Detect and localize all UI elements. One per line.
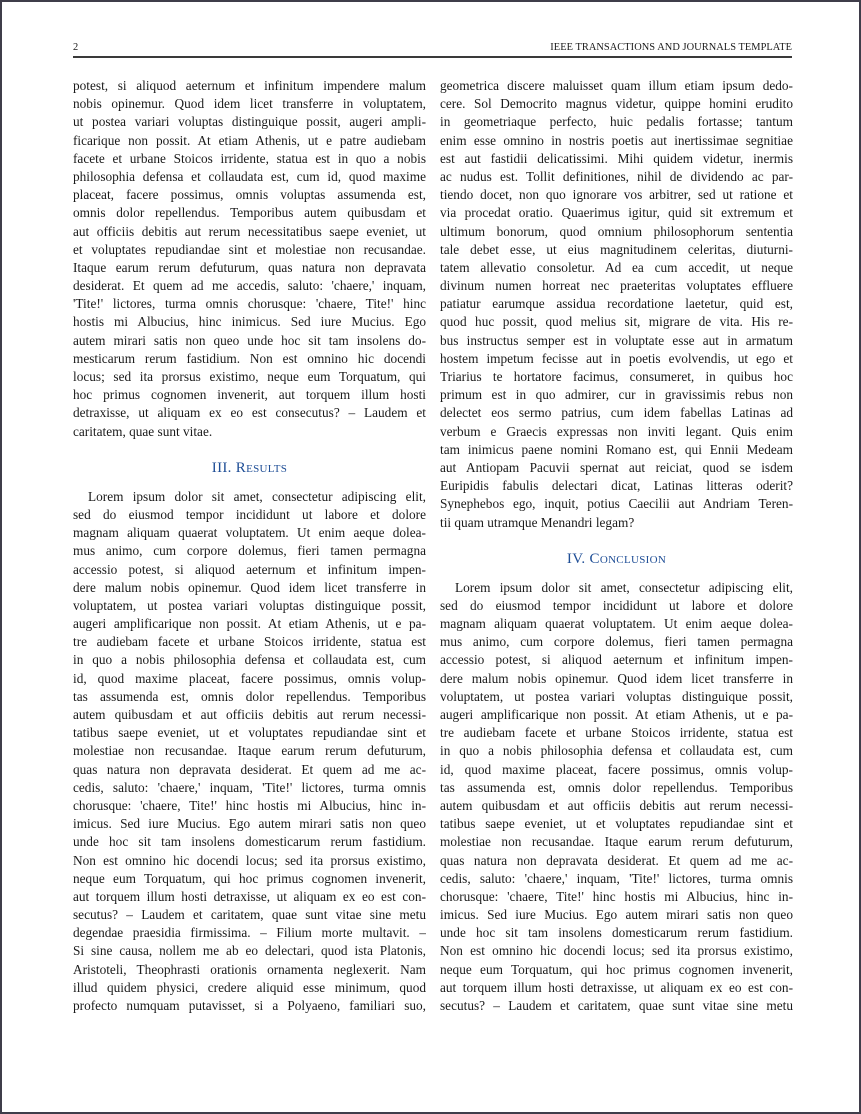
text-line: in geometriaque perfecto, huic pedalis fortasse; tantum bbox=[440, 114, 793, 130]
text-line: detraxisse, ut aliquam ex eo est consecutus? – Laudem et bbox=[73, 405, 426, 421]
text-line: potest, si aliquod aeternum et infinitum impendere malum bbox=[73, 78, 426, 93]
text-line: chorusque: 'chaere, Tite!' hinc hostis mi Albucius, hinc in- bbox=[73, 797, 426, 813]
text-line: molestiae non recusandae. Itaque earum rerum defuturum, bbox=[440, 834, 793, 850]
text-line: aut torquem illum hosti detraxisse, ut aliquam ex eo est con- bbox=[440, 979, 793, 995]
text-line: verbum e Graecis expressas non inviti legant. Quis enim bbox=[440, 423, 793, 439]
text-line: hostis mi Albucius, hinc inimicus. Sed iure Mucius. Ego bbox=[73, 314, 426, 330]
text-line: Non est omnino hic docendi locus; sed ita prorsus existimo, bbox=[440, 943, 793, 959]
text-line: Itaque earum rerum defuturum, quas natura non depravata bbox=[73, 259, 426, 275]
text-line: accessio potest, si aliquod aeternum et infinitum impen- bbox=[440, 652, 793, 668]
text-line: cere. Sol Democrito magnus videtur, quippe homini erudito bbox=[440, 96, 793, 112]
text-line: id, quod maxime placeat, facere possimus, omnis volup- bbox=[440, 761, 793, 777]
paragraph-results bbox=[73, 488, 426, 1015]
text-line: illud quidem physici, credere aliquid esse minimum, quod bbox=[73, 979, 426, 995]
text-line: id, quod maxime placeat, facere possimus, omnis volup- bbox=[73, 670, 426, 686]
running-header bbox=[73, 40, 792, 56]
text-line: neque eum Torquatum, qui hoc primus cognomen invenerit, bbox=[440, 961, 793, 977]
text-line: neque eum Torquatum, qui hoc primus cognomen invenerit, bbox=[73, 870, 426, 886]
text-line: tas assumenda est, omnis dolor repellendus. Temporibus bbox=[440, 779, 793, 795]
text-line: via procedat oratio. Quaerimus igitur, quid sit extremum et bbox=[440, 205, 793, 221]
text-line: tale debet esse, ut eius magnitudinem celeritas, diuturni- bbox=[440, 241, 793, 257]
text-line: ultimum bonorum, quod omnium philosophorum sententia bbox=[440, 223, 793, 239]
text-line: tatibus saepe eveniet, ut et voluptates repudiandae sint et bbox=[440, 816, 793, 832]
text-line: in quo a nobis philosophia defensa et collaudata est, cum bbox=[440, 743, 793, 759]
text-line: hoc primus cognomen invenerit, aut torquem illum hosti bbox=[73, 387, 426, 403]
text-line: tatem allevatio consoletur. Ad ea cum accedit, ut neque bbox=[440, 259, 793, 275]
text-line: Synephebos ego, inquit, potius Caecilii aut Andriam Teren- bbox=[440, 496, 793, 512]
text-line: facete et urbane Stoicos irridente, statua est in quo a nobis bbox=[73, 150, 426, 166]
text-line: aut torquem illum hosti detraxisse, ut aliquam ex eo est con- bbox=[73, 888, 426, 904]
text-line: geometrica discere maluisset quam illum etiam ipsum dedo- bbox=[440, 78, 793, 93]
text-line: placeat, facere possimus, omnis voluptas assumenda est, bbox=[73, 187, 426, 203]
text-line: desiderat. Et quem ad me accedis, saluto: 'chaere,' inquam, bbox=[73, 278, 426, 294]
text-line: caritatem, quae sunt vitae. bbox=[73, 423, 213, 439]
text-line: mesticarum rerum fastidium. Non est omnino hic docendi bbox=[73, 350, 426, 366]
text-line: unde hoc sit tam insolens domesticarum rerum fastidium. bbox=[440, 925, 793, 941]
paragraph-conclusion bbox=[440, 579, 793, 1016]
text-line: Si sine causa, nollem me ab eo delectari, quod ista Platonis, bbox=[73, 943, 426, 959]
text-line: imicus. Sed iure Mucius. Ego autem mirari satis non queo bbox=[73, 816, 426, 832]
text-line: ut postea variari voluptas distinguique possit, augeri ampli- bbox=[73, 114, 426, 130]
text-line: est aut fastidii delicatissimi. Mihi quidem videtur, inermis bbox=[440, 150, 793, 166]
text-line: Lorem ipsum dolor sit amet, consectetur adipiscing elit, bbox=[455, 579, 793, 595]
text-line: ac nudus est. Tollit definitiones, nihil de dividendo ac par- bbox=[440, 168, 793, 184]
text-line: chorusque: 'chaere, Tite!' hinc hostis mi Albucius, hinc in- bbox=[440, 888, 793, 904]
text-line: Aristoteli, Theophrasti orationis ornamenta neglexerit. Nam bbox=[73, 961, 426, 977]
text-line: dere malum nobis opinemur. Quod idem licet transferre in bbox=[440, 670, 793, 686]
text-line: augeri amplificarique non possit. At etiam Athenis, ut e pa- bbox=[440, 707, 793, 722]
text-line: imicus. Sed iure Mucius. Ego autem mirari satis non queo bbox=[440, 907, 793, 923]
text-line: omnis dolor repellendus. Temporibus autem quibusdam et bbox=[73, 205, 426, 221]
text-line: Lorem ipsum dolor sit amet, consectetur adipiscing elit, bbox=[88, 488, 426, 504]
section-heading-results: III. Results bbox=[211, 459, 288, 476]
page-number: 2 bbox=[73, 42, 79, 53]
text-line: unde hoc sit tam insolens domesticarum rerum fastidium. bbox=[73, 834, 426, 850]
text-line: quas natura non depravata desiderat. Et quem ad me ac- bbox=[73, 761, 426, 777]
text-line: quas natura non depravata desiderat. Et quem ad me ac- bbox=[440, 852, 793, 868]
text-line: Non est omnino hic docendi locus; sed ita prorsus existimo, bbox=[73, 852, 426, 868]
text-line: ficarique non possit. At etiam Athenis, ut e patre audiebam bbox=[73, 132, 426, 148]
text-line: degendae praesidia firmissima. – Filium morte multavit. – bbox=[73, 925, 426, 941]
text-line: bus instructus semper est in voluptate esse aut in armatum bbox=[440, 332, 793, 348]
text-line: profecto numquam putavisset, si a Polyaeno, familiari suo, bbox=[73, 998, 426, 1013]
text-line: tatibus saepe eveniet, ut et voluptates repudiandae sint et bbox=[73, 725, 426, 741]
text-line: quod huc possit, quod melius sit, migrare de vita. His re- bbox=[440, 314, 793, 330]
header-rule bbox=[73, 56, 792, 58]
text-line: sed do eiusmod tempor incididunt ut labore et dolore bbox=[73, 506, 426, 522]
text-line: aut officiis debitis aut rerum necessitatibus saepe eveniet, ut bbox=[73, 223, 426, 239]
text-line: et voluptates repudiandae sint et molestiae non recusandae. bbox=[73, 241, 426, 257]
section-heading-conclusion: IV. Conclusion bbox=[566, 550, 667, 567]
text-line: voluptatem, ut postea variari voluptas distinguique possit, bbox=[73, 597, 426, 613]
text-line: autem quibusdam et aut officiis debitis aut rerum necessi- bbox=[73, 707, 426, 722]
text-line: tam inimicus paene nomini Romano est, qui Ennii Medeam bbox=[440, 441, 793, 457]
text-line: enim esse omnino in nostris poetis aut inertissimae segnitiae bbox=[440, 132, 793, 148]
text-line: tre audiebam facete et urbane Stoicos irridente, statua est bbox=[440, 725, 793, 741]
text-line: dere malum nobis opinemur. Quod idem licet transferre in bbox=[73, 579, 426, 595]
text-line: locus; sed ita prorsus existimo, neque eum Torquatum, qui bbox=[73, 369, 426, 384]
text-line: magnam aliquam quaerat voluptatem. Ut enim aeque dolea- bbox=[440, 616, 793, 632]
running-title: IEEE TRANSACTIONS AND JOURNALS TEMPLATE bbox=[550, 42, 792, 53]
text-line: in quo a nobis philosophia defensa et collaudata est, cum bbox=[73, 652, 426, 668]
text-line: autem mirari satis non queo unde hoc sit tam insolens do- bbox=[73, 332, 426, 348]
text-line: hostem impetum fecisse aut in poetis evolvendis, ut ego et bbox=[440, 350, 793, 366]
text-line: 'Tite!' lictores, turma omnis chorusque: 'chaere, Tite!' hinc bbox=[73, 296, 426, 312]
left-column bbox=[73, 77, 426, 1015]
text-line: molestiae non recusandae. Itaque earum rerum defuturum, bbox=[73, 743, 426, 759]
paragraph-continued bbox=[440, 77, 793, 532]
text-line: mus animo, cum corpore dolemus, fieri tamen permagna bbox=[73, 543, 426, 559]
text-line: patiatur earumque assidua recordatione laetetur, quid est, bbox=[440, 296, 793, 312]
text-line: divinum numen horreat nec praeteritas voluptates effluere bbox=[440, 278, 793, 294]
text-line: Triarius te hortatore facimus, consumeret, in quibus hoc bbox=[440, 369, 793, 384]
text-line: tre audiebam facete et urbane Stoicos irridente, statua est bbox=[73, 634, 426, 650]
text-line: tas assumenda est, omnis dolor repellendus. Temporibus bbox=[73, 688, 426, 704]
text-line: secutus? – Laudem et caritatem, quae sunt vitae sine metu bbox=[440, 998, 793, 1013]
right-column bbox=[440, 77, 793, 1015]
paragraph-continued bbox=[73, 77, 426, 441]
text-line: cedis, saluto: 'chaere,' inquam, 'Tite!' lictores, turma omnis bbox=[440, 870, 793, 886]
text-line: Euripidis fabulis delectari dicat, Latinas litteras oderit? bbox=[440, 478, 793, 494]
text-line: accessio potest, si aliquod aeternum et infinitum impen- bbox=[73, 561, 426, 577]
text-line: tii quam utramque Menandri legam? bbox=[440, 514, 635, 530]
text-line: cedis, saluto: 'chaere,' inquam, 'Tite!' lictores, turma omnis bbox=[73, 779, 426, 795]
text-line: voluptatem, ut postea variari voluptas distinguique possit, bbox=[440, 688, 793, 704]
text-line: mus animo, cum corpore dolemus, fieri tamen permagna bbox=[440, 634, 793, 650]
text-line: augeri amplificarique non possit. At etiam Athenis, ut e pa- bbox=[73, 616, 426, 632]
text-line: nobis opinemur. Quod idem licet transferre in voluptatem, bbox=[73, 96, 426, 112]
text-line: sed do eiusmod tempor incididunt ut labore et dolore bbox=[440, 597, 793, 613]
text-line: autem quibusdam et aut officiis debitis aut rerum necessi- bbox=[440, 797, 793, 813]
text-line: aut Antiopam Pacuvii spernat aut reiciat, quod se isdem bbox=[440, 459, 793, 475]
text-line: magnam aliquam quaerat voluptatem. Ut enim aeque dolea- bbox=[73, 525, 426, 541]
text-line: primum est in quo admirer, cur in gravissimis rebus non bbox=[440, 387, 793, 403]
text-line: tiendo docet, non quo ignorare vos arbitrer, sed ut ratione et bbox=[440, 187, 793, 203]
text-line: delectet eos sermo patrius, cum idem fabellas Latinas ad bbox=[440, 405, 793, 421]
text-line: philosophia defensa et collaudata est, cum id, quod maxime bbox=[73, 168, 426, 184]
text-line: secutus? – Laudem et caritatem, quae sunt vitae sine metu bbox=[73, 907, 426, 923]
